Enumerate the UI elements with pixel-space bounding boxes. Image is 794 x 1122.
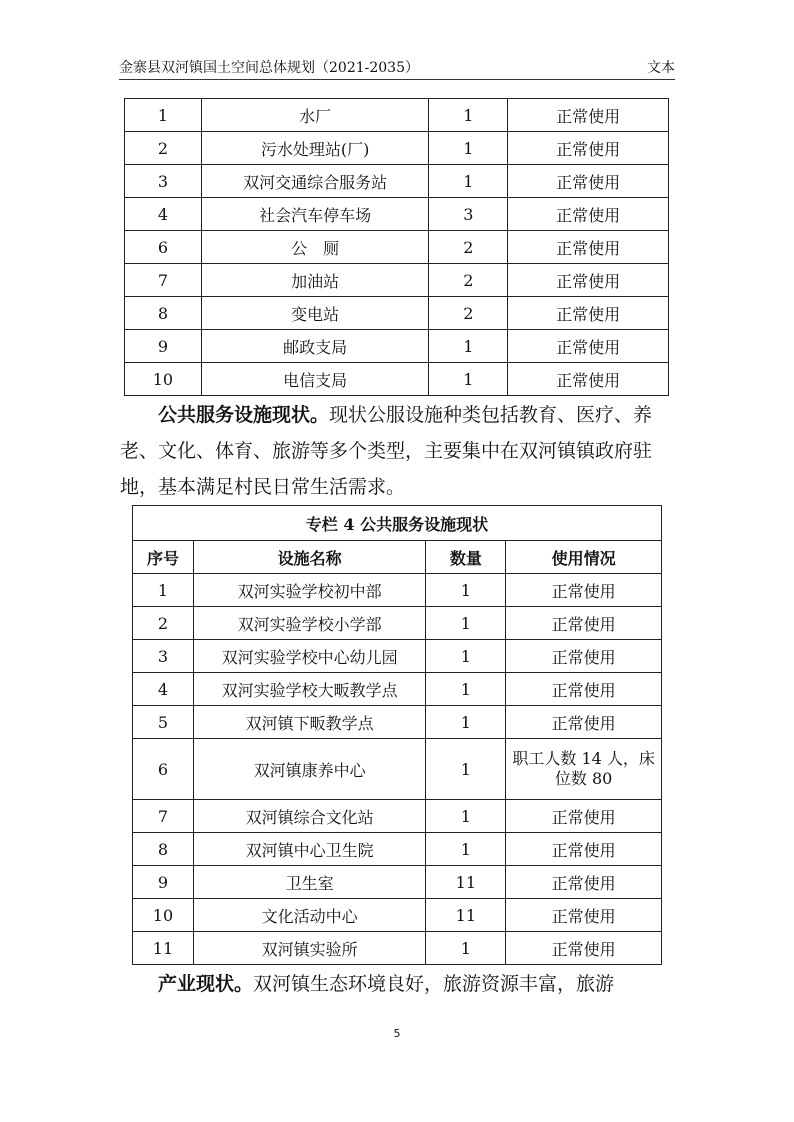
cell-name: 双河镇综合文化站 bbox=[193, 800, 426, 833]
cell-count: 1 bbox=[426, 833, 506, 866]
table-row bbox=[125, 231, 669, 264]
cell-count: 1 bbox=[426, 640, 506, 673]
table-row bbox=[133, 899, 662, 932]
cell-count: 1 bbox=[429, 132, 508, 165]
page-number: 5 bbox=[393, 1027, 401, 1040]
cell-count: 1 bbox=[426, 574, 506, 607]
cell-name: 双河实验学校小学部 bbox=[193, 607, 426, 640]
cell-status: 正常使用 bbox=[506, 607, 662, 640]
cell-index: 7 bbox=[133, 800, 194, 833]
cell-status: 正常使用 bbox=[508, 198, 669, 231]
cell-index: 2 bbox=[125, 132, 202, 165]
table-row bbox=[133, 866, 662, 899]
industry-paragraph bbox=[120, 966, 678, 1002]
cell-count: 1 bbox=[429, 99, 508, 132]
cell-name: 污水处理站(厂) bbox=[201, 132, 429, 165]
cell-status: 正常使用 bbox=[506, 899, 662, 932]
cell-count: 2 bbox=[429, 297, 508, 330]
cell-index: 1 bbox=[133, 574, 194, 607]
table-row bbox=[133, 640, 662, 673]
cell-index: 8 bbox=[133, 833, 194, 866]
cell-status: 正常使用 bbox=[508, 363, 669, 396]
cell-name: 电信支局 bbox=[201, 363, 429, 396]
paragraph-text: 双河镇生态环境良好，旅游资源丰富，旅游 bbox=[253, 973, 615, 995]
cell-index: 4 bbox=[133, 673, 194, 706]
table-row bbox=[133, 932, 662, 965]
cell-status: 职工人数 14 人，床位数 80 bbox=[506, 739, 662, 800]
cell-count: 11 bbox=[426, 866, 506, 899]
cell-name: 双河镇实验所 bbox=[193, 932, 426, 965]
table-row bbox=[125, 165, 669, 198]
table-row bbox=[125, 363, 669, 396]
cell-name: 加油站 bbox=[201, 264, 429, 297]
column-header-index: 序号 bbox=[133, 541, 194, 574]
cell-count: 1 bbox=[429, 363, 508, 396]
cell-name: 双河镇下畈教学点 bbox=[193, 706, 426, 739]
cell-status: 正常使用 bbox=[506, 640, 662, 673]
cell-status: 正常使用 bbox=[508, 264, 669, 297]
column-header-name: 设施名称 bbox=[193, 541, 426, 574]
cell-name: 公 厕 bbox=[201, 231, 429, 264]
cell-status: 正常使用 bbox=[508, 297, 669, 330]
cell-status: 正常使用 bbox=[506, 706, 662, 739]
header-rule bbox=[119, 79, 675, 80]
paragraph-lead: 公共服务设施现状。 bbox=[158, 404, 330, 426]
cell-name: 双河交通综合服务站 bbox=[201, 165, 429, 198]
table-row bbox=[133, 706, 662, 739]
cell-count: 2 bbox=[429, 264, 508, 297]
cell-index: 10 bbox=[125, 363, 202, 396]
table-row bbox=[133, 800, 662, 833]
cell-index: 7 bbox=[125, 264, 202, 297]
paragraph-text: 现状公服设施种类包括教育、医疗、养老、文化、体育、旅游等多个类型，主要集中在双河镇镇政府驻地，基本满足村民日常生活需求。 bbox=[120, 404, 653, 498]
cell-count: 11 bbox=[426, 899, 506, 932]
cell-name: 文化活动中心 bbox=[193, 899, 426, 932]
cell-status: 正常使用 bbox=[508, 165, 669, 198]
cell-count: 1 bbox=[426, 673, 506, 706]
public-service-paragraph bbox=[120, 397, 678, 505]
document-title: 金寨县双河镇国土空间总体规划（2021-2035） bbox=[119, 60, 419, 76]
cell-status: 正常使用 bbox=[506, 673, 662, 706]
cell-status: 正常使用 bbox=[506, 800, 662, 833]
table-row bbox=[125, 264, 669, 297]
cell-count: 1 bbox=[429, 330, 508, 363]
table-row bbox=[133, 607, 662, 640]
cell-name: 水厂 bbox=[201, 99, 429, 132]
cell-index: 9 bbox=[133, 866, 194, 899]
cell-status: 正常使用 bbox=[506, 866, 662, 899]
table-row bbox=[133, 673, 662, 706]
public-service-facilities-table bbox=[132, 505, 662, 965]
table-row bbox=[125, 198, 669, 231]
table-row bbox=[133, 833, 662, 866]
cell-count: 1 bbox=[426, 800, 506, 833]
cell-count: 1 bbox=[426, 706, 506, 739]
cell-status: 正常使用 bbox=[506, 574, 662, 607]
cell-name: 双河实验学校中心幼儿园 bbox=[193, 640, 426, 673]
cell-name: 变电站 bbox=[201, 297, 429, 330]
cell-name: 双河实验学校大畈教学点 bbox=[193, 673, 426, 706]
table-row bbox=[125, 99, 669, 132]
cell-index: 4 bbox=[125, 198, 202, 231]
cell-index: 9 bbox=[125, 330, 202, 363]
cell-count: 1 bbox=[426, 932, 506, 965]
cell-name: 卫生室 bbox=[193, 866, 426, 899]
table-row bbox=[133, 574, 662, 607]
cell-index: 6 bbox=[125, 231, 202, 264]
column-header-status: 使用情况 bbox=[506, 541, 662, 574]
cell-name: 双河实验学校初中部 bbox=[193, 574, 426, 607]
cell-count: 1 bbox=[429, 165, 508, 198]
document-type-tag: 文本 bbox=[647, 60, 675, 76]
cell-index: 5 bbox=[133, 706, 194, 739]
cell-index: 1 bbox=[125, 99, 202, 132]
cell-index: 11 bbox=[133, 932, 194, 965]
table-row bbox=[125, 132, 669, 165]
cell-count: 1 bbox=[426, 739, 506, 800]
cell-status: 正常使用 bbox=[508, 330, 669, 363]
cell-index: 10 bbox=[133, 899, 194, 932]
cell-count: 3 bbox=[429, 198, 508, 231]
cell-index: 3 bbox=[125, 165, 202, 198]
cell-name: 双河镇康养中心 bbox=[193, 739, 426, 800]
table-row bbox=[133, 739, 662, 800]
cell-status: 正常使用 bbox=[506, 932, 662, 965]
cell-index: 2 bbox=[133, 607, 194, 640]
cell-index: 8 bbox=[125, 297, 202, 330]
cell-count: 2 bbox=[429, 231, 508, 264]
cell-status: 正常使用 bbox=[508, 132, 669, 165]
cell-index: 3 bbox=[133, 640, 194, 673]
cell-count: 1 bbox=[426, 607, 506, 640]
page-header bbox=[119, 50, 675, 80]
table-title: 专栏 4 公共服务设施现状 bbox=[133, 506, 662, 541]
utility-facilities-table bbox=[124, 98, 669, 396]
cell-index: 6 bbox=[133, 739, 194, 800]
table-row bbox=[125, 297, 669, 330]
cell-name: 邮政支局 bbox=[201, 330, 429, 363]
cell-status: 正常使用 bbox=[506, 833, 662, 866]
cell-name: 双河镇中心卫生院 bbox=[193, 833, 426, 866]
cell-status: 正常使用 bbox=[508, 231, 669, 264]
column-header-count: 数量 bbox=[426, 541, 506, 574]
cell-name: 社会汽车停车场 bbox=[201, 198, 429, 231]
cell-status: 正常使用 bbox=[508, 99, 669, 132]
table-row bbox=[125, 330, 669, 363]
paragraph-lead: 产业现状。 bbox=[158, 973, 254, 995]
